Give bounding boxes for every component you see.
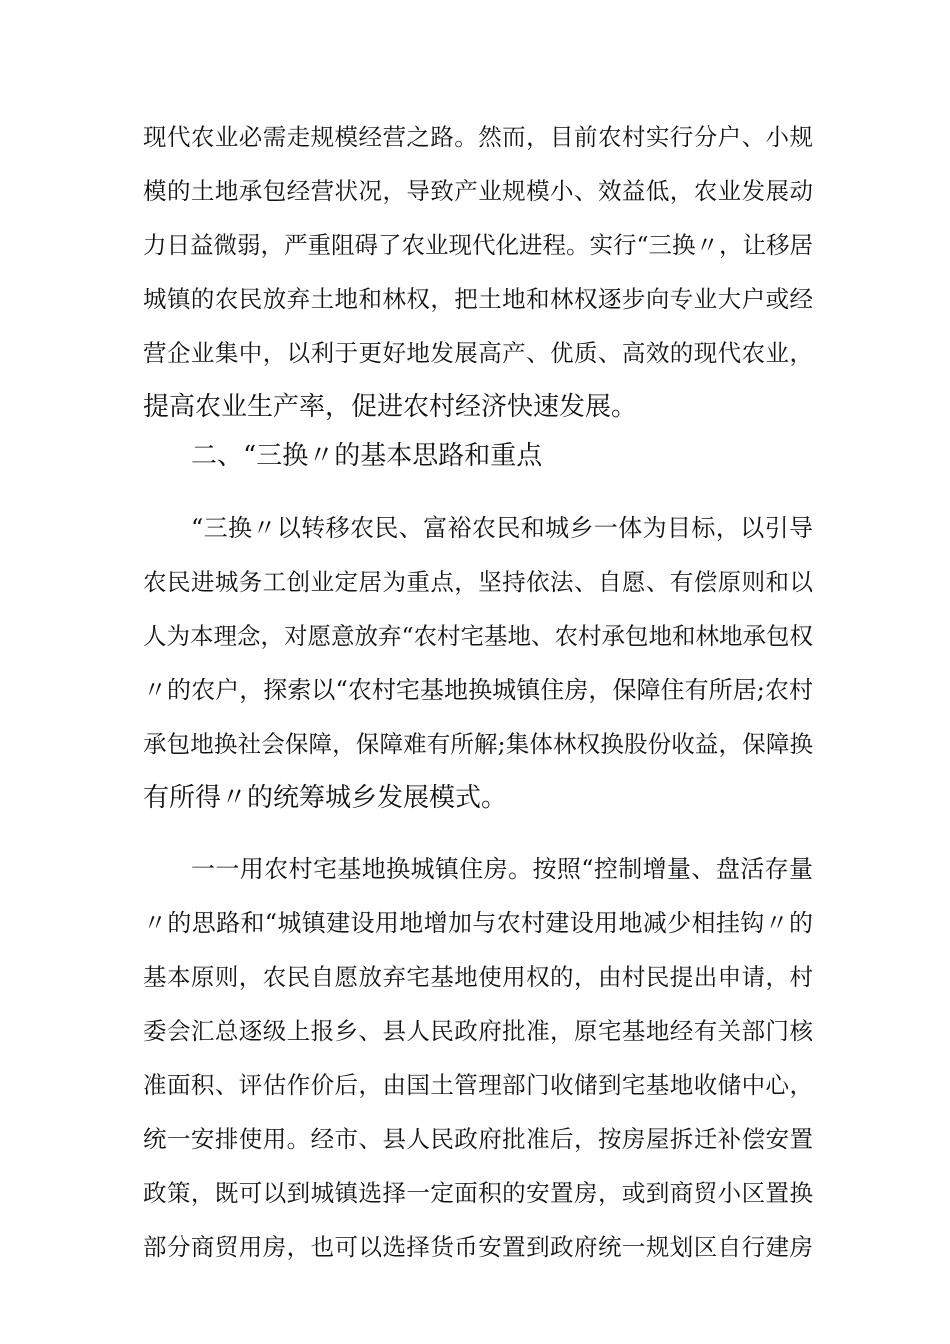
paragraph-3-line-5: 准面积、评估作价后，由国土管理部门收储到宅基地收储中心， [143,1071,813,1099]
paragraph-1-line-6: 提高农业生产率，促进农村经济快速发展。 [143,392,638,422]
paragraph-1-line-1: 现代农业必需走规模经营之路。然而，目前农村实行分户、小规 [143,123,813,151]
paragraph-2-line-4: 〃的农户，探索以“农村宅基地换城镇住房，保障住有所居;农村 [143,676,813,704]
paragraph-3-line-8: 部分商贸用房，也可以选择货币安置到政府统一规划区自行建房 [143,1233,813,1261]
paragraph-3-line-7: 政策，既可以到城镇选择一定面积的安置房，或到商贸小区置换 [143,1179,813,1207]
paragraph-1-line-5: 营企业集中，以利于更好地发展高产、优质、高效的现代农业， [143,339,813,367]
section-heading: 二、“三换〃的基本思路和重点 [191,441,543,471]
paragraph-3-line-4: 委会汇总逐级上报乡、县人民政府批准，原宅基地经有关部门核 [143,1017,813,1045]
paragraph-3-line-1: 一一用农村宅基地换城镇住房。按照“控制增量、盘活存量 [191,855,813,883]
paragraph-2-line-2: 农民进城务工创业定居为重点，坚持依法、自愿、有偿原则和以 [143,568,813,596]
paragraph-2-line-5: 承包地换社会保障，保障难有所解;集体林权换股份收益，保障换 [143,730,813,758]
paragraph-3-line-3: 基本原则，农民自愿放弃宅基地使用权的，由村民提出申请，村 [143,963,813,991]
paragraph-1-line-2: 模的土地承包经营状况，导致产业规模小、效益低，农业发展动 [143,177,813,205]
paragraph-3-line-6: 统一安排使用。经市、县人民政府批准后，按房屋拆迁补偿安置 [143,1125,813,1153]
paragraph-1-line-3: 力日益微弱，严重阻碍了农业现代化进程。实行“三换〃，让移居 [143,231,813,259]
paragraph-1-line-4: 城镇的农民放弃土地和林权，把土地和林权逐步向专业大户或经 [143,285,813,313]
paragraph-2-line-6: 有所得〃的统筹城乡发展模式。 [143,783,508,813]
paragraph-3-line-2: 〃的思路和“城镇建设用地增加与农村建设用地减少相挂钩〃的 [143,909,813,937]
paragraph-2-line-1: “三换〃以转移农民、富裕农民和城乡一体为目标，以引导 [191,514,813,542]
paragraph-2-line-3: 人为本理念，对愿意放弃“农村宅基地、农村承包地和林地承包权 [143,622,813,650]
